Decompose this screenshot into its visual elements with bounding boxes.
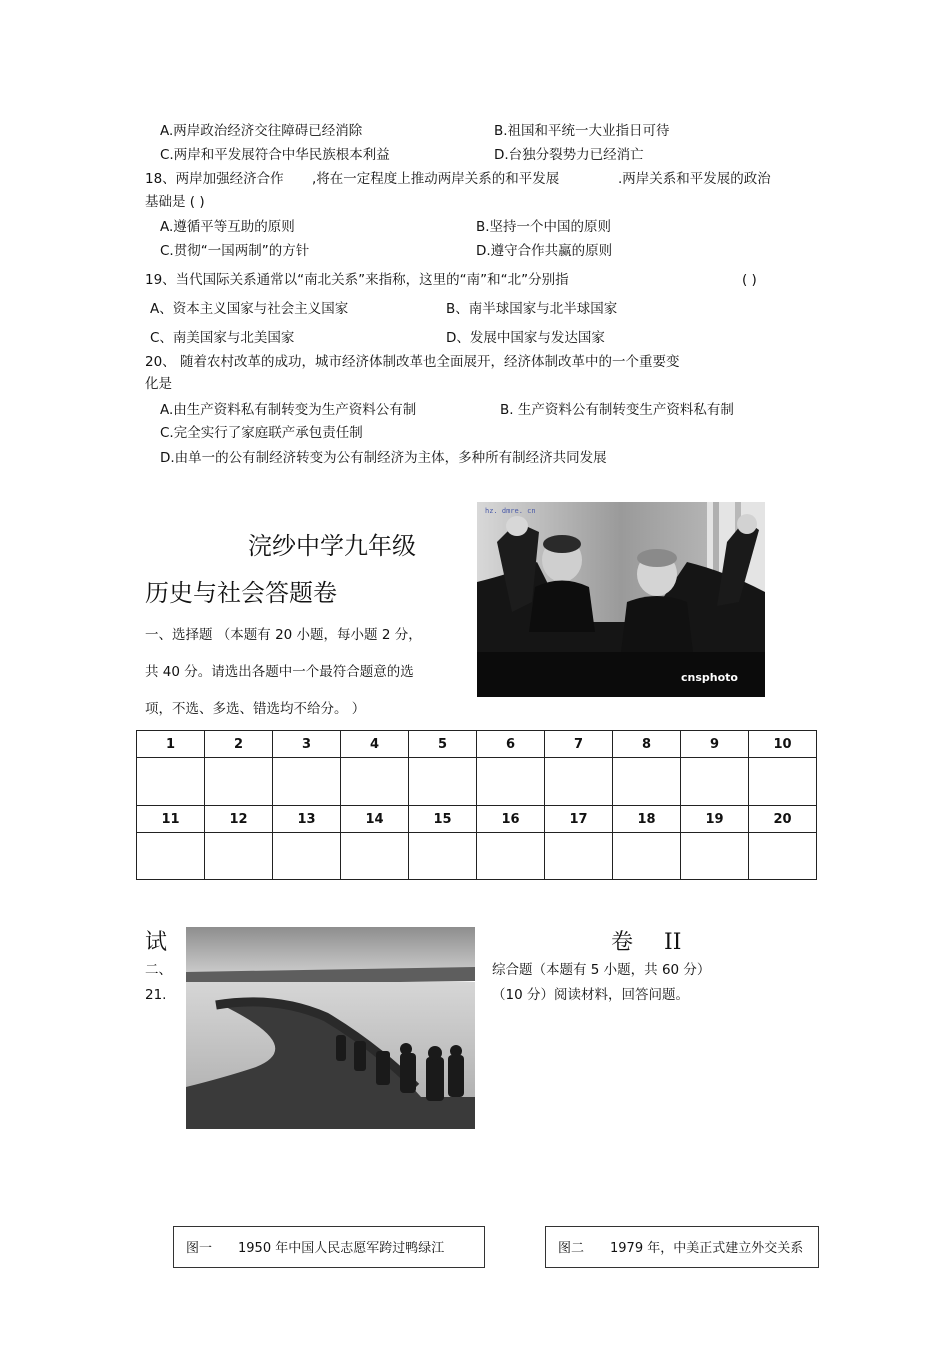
- paper2-title-left: 试: [145, 930, 168, 955]
- answer-grid-header-row-2: [137, 806, 817, 833]
- q18-option-a: A.遵循平等互助的原则: [160, 219, 295, 235]
- answer-cell[interactable]: [749, 758, 817, 806]
- grid-number-cell: 13: [273, 806, 341, 833]
- grid-number-cell: 3: [273, 731, 341, 758]
- answer-cell[interactable]: [613, 758, 681, 806]
- figure2-label: 图二: [558, 1241, 585, 1256]
- q18-stem-part1: 18、两岸加强经济合作: [145, 171, 284, 187]
- q17-option-c: C.两岸和平发展符合中华民族根本利益: [160, 147, 390, 163]
- answer-cell[interactable]: [205, 833, 273, 880]
- q21-instructions: （10 分）阅读材料，回答问题。: [492, 987, 689, 1003]
- grid-number-cell: 18: [613, 806, 681, 833]
- grid-number-cell: 12: [205, 806, 273, 833]
- waving-leaders-illustration: [477, 502, 765, 697]
- q18-stem-line2: 基础是 ( ): [145, 194, 205, 210]
- grid-number-cell: 4: [341, 731, 409, 758]
- photo-watermark-top: hz. dmre. cn: [485, 507, 536, 515]
- figure1-text: 1950 年中国人民志愿军跨过鸭绿江: [238, 1241, 445, 1256]
- grid-number-cell: 19: [681, 806, 749, 833]
- paper2-title-roman: II: [664, 930, 682, 955]
- answer-grid-header-row-1: [137, 731, 817, 758]
- answer-cell[interactable]: [137, 758, 205, 806]
- answer-cell[interactable]: [409, 833, 477, 880]
- section1-instructions-line2: 共 40 分。请选出各题中一个最符合题意的选: [145, 664, 414, 680]
- q20-option-c: C.完全实行了家庭联产承包责任制: [160, 425, 363, 441]
- q20-stem-line1: 20、 随着农村改革的成功，城市经济体制改革也全面展开，经济体制改革中的一个重要变: [145, 354, 680, 370]
- grid-number-cell: 2: [205, 731, 273, 758]
- section2-heading: 综合题（本题有 5 小题，共 60 分）: [492, 962, 711, 978]
- q20-stem-line2: 化是: [145, 376, 172, 392]
- answer-grid: [136, 730, 817, 880]
- photo-1950-yalu-crossing: [186, 927, 475, 1129]
- grid-number-cell: 16: [477, 806, 545, 833]
- grid-number-cell: 5: [409, 731, 477, 758]
- q18-option-c: C.贯彻“一国两制”的方针: [160, 243, 310, 259]
- q17-option-b: B.祖国和平统一大业指日可待: [494, 123, 670, 139]
- school-title: 浣纱中学九年级: [248, 532, 416, 560]
- answer-cell[interactable]: [545, 758, 613, 806]
- subject-title: 历史与社会答题卷: [145, 579, 337, 607]
- answer-grid-input-row-1: [137, 758, 817, 806]
- q19-option-d: D、发展中国家与发达国家: [446, 330, 605, 346]
- grid-number-cell: 8: [613, 731, 681, 758]
- section1-instructions-line1: 一、选择题 （本题有 20 小题，每小题 2 分，: [145, 627, 422, 643]
- paper2-title-mid: 卷: [611, 930, 634, 955]
- q20-option-b: B. 生产资料公有制转变生产资料私有制: [500, 402, 734, 418]
- q21-number: 21.: [145, 987, 167, 1003]
- grid-number-cell: 14: [341, 806, 409, 833]
- q19-option-c: C、南美国家与北美国家: [150, 330, 295, 346]
- section2-number: 二、: [145, 962, 172, 978]
- answer-cell[interactable]: [341, 758, 409, 806]
- figure2-text: 1979 年，中美正式建立外交关系: [610, 1241, 804, 1256]
- figure1-caption: [173, 1226, 485, 1268]
- answer-grid-input-row-2: [137, 833, 817, 880]
- photo-1979-diplomatic-relations: [477, 502, 765, 697]
- q19-option-a: A、资本主义国家与社会主义国家: [150, 301, 349, 317]
- q18-option-d: D.遵守合作共赢的原则: [476, 243, 613, 259]
- q19-option-b: B、南半球国家与北半球国家: [446, 301, 618, 317]
- answer-cell[interactable]: [205, 758, 273, 806]
- answer-cell[interactable]: [613, 833, 681, 880]
- answer-cell[interactable]: [681, 758, 749, 806]
- photo-watermark-bottom: cnsphoto: [681, 671, 738, 684]
- q19-stem: 19、当代国际关系通常以“南北关系”来指称，这里的“南”和“北”分别指: [145, 272, 569, 288]
- q20-option-d: D.由单一的公有制经济转变为公有制经济为主体，多种所有制经济共同发展: [160, 450, 607, 466]
- figure1-label: 图一: [186, 1241, 213, 1256]
- q18-stem-part2: ,将在一定程度上推动两岸关系的和平发展: [312, 171, 560, 187]
- grid-number-cell: 10: [749, 731, 817, 758]
- answer-cell[interactable]: [681, 833, 749, 880]
- grid-number-cell: 9: [681, 731, 749, 758]
- q17-option-a: A.两岸政治经济交往障碍已经消除: [160, 123, 363, 139]
- grid-number-cell: 6: [477, 731, 545, 758]
- answer-cell[interactable]: [749, 833, 817, 880]
- answer-cell[interactable]: [137, 833, 205, 880]
- q20-option-a: A.由生产资料私有制转变为生产资料公有制: [160, 402, 417, 418]
- answer-cell[interactable]: [545, 833, 613, 880]
- answer-cell[interactable]: [477, 833, 545, 880]
- grid-number-cell: 1: [137, 731, 205, 758]
- grid-number-cell: 15: [409, 806, 477, 833]
- q18-option-b: B.坚持一个中国的原则: [476, 219, 612, 235]
- answer-cell[interactable]: [273, 833, 341, 880]
- grid-number-cell: 17: [545, 806, 613, 833]
- answer-cell[interactable]: [477, 758, 545, 806]
- q19-answer-paren: ( ): [742, 272, 757, 288]
- answer-cell[interactable]: [409, 758, 477, 806]
- q17-option-d: D.台独分裂势力已经消亡: [494, 147, 644, 163]
- answer-cell[interactable]: [341, 833, 409, 880]
- section1-instructions-line3: 项，不选、多选、错选均不给分。 ）: [145, 701, 366, 717]
- answer-cell[interactable]: [273, 758, 341, 806]
- q18-stem-part3: .两岸关系和平发展的政治: [618, 171, 771, 187]
- grid-number-cell: 7: [545, 731, 613, 758]
- figure2-caption: [545, 1226, 819, 1268]
- grid-number-cell: 20: [749, 806, 817, 833]
- soldiers-crossing-illustration: [186, 927, 475, 1129]
- grid-number-cell: 11: [137, 806, 205, 833]
